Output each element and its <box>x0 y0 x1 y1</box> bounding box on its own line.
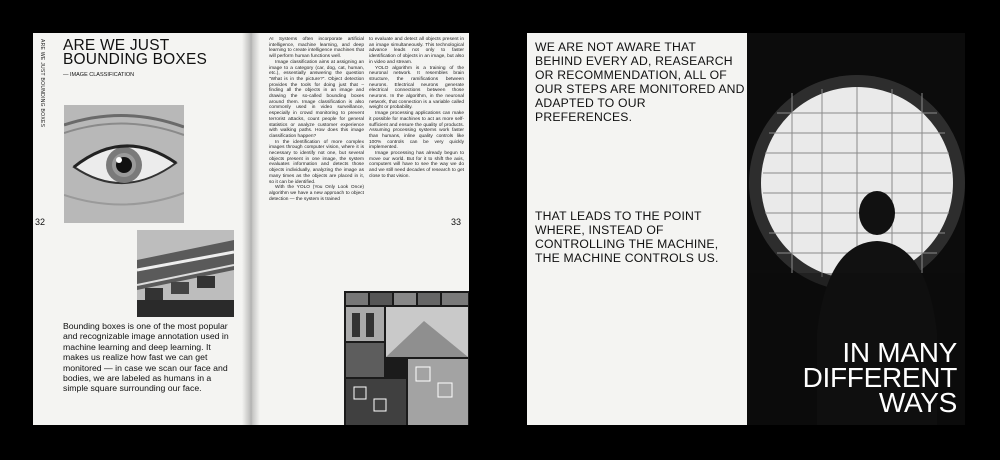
title-line-1: ARE WE JUST <box>63 37 170 54</box>
headline-line-2: DIFFERENT <box>802 362 957 393</box>
ai-window-photo <box>747 33 965 425</box>
column1-paragraph: With the YOLO (You Only Look Once) algorithm we have a new approach to object detection — the system is trained <box>269 185 364 202</box>
column2-paragraph: Image processing has already begun to move our world. But for it to shift the axis, computers will have to see the way we do and we still need decades of research to get close to that vision. <box>369 151 464 179</box>
column1-paragraph: In the identification of more complex images through computer vision, where it is necessary to identify not one, but several objects present in one image, the system evaluates information and detects those objects individually, analyzing the image as many times as the objects are placed in it, so it can be identified. <box>269 139 364 185</box>
headline-in-many-different-ways <box>802 337 957 418</box>
surveillance-collage-photo <box>344 291 469 425</box>
statement-text-2: THAT LEADS TO THE POINT WHERE, INSTEAD OF CONTROLLING THE MACHINE, THE MACHINE CONTROLS US. <box>535 209 719 265</box>
spread-gutter-shadow <box>242 33 260 425</box>
article-subtitle: — IMAGE CLASSIFICATION <box>63 72 135 78</box>
text-column-2 <box>369 37 464 180</box>
eye-illustration <box>64 105 184 223</box>
right-magazine-spread <box>527 33 965 425</box>
article-title <box>63 39 207 67</box>
running-header: ARE WE JUST BOUNDING BOXES <box>39 39 45 128</box>
left-magazine-spread <box>33 33 469 425</box>
page-number-right: 33 <box>451 217 462 227</box>
column2-paragraph: YOLO algorithm is a training of the neuronal network. It resembles brain structure, the ramifications between neurons. Electrical neurons generate electrical connections between those neurons. In the algorithm, in the neuronal network, that connection is a variable called weight or probability. <box>369 65 464 111</box>
headline-line-3: WAYS <box>878 387 957 418</box>
text-column-1 <box>269 37 364 202</box>
column1-paragraph: AI Systems often incorporate artificial intelligence, machine learning, and deep learning to create intelligence machines that will perform human functions well. <box>269 37 364 60</box>
eye-photo <box>64 105 184 223</box>
crowd-photo <box>137 230 234 317</box>
title-line-2: BOUNDING BOXES <box>63 51 208 68</box>
column1-paragraph: Image classification aims at assigning an image to a category (car, dog, cat, human, etc.), essentially answering the question “What is in the picture?”. Object detection provides the tools for doing just that – finding all the objects in an image and drawing the so-called bounding boxes around them. Image classification is also commonly used in video surveillance, especially in crowd monitoring to prevent terrorist attacks, count people for general statistics or analyze customer experience with walking paths. How does this image classification happen? <box>269 59 364 139</box>
column2-paragraph: to evaluate and detect all objects present in an image simultaneously. This technological advance leads not only to faster identification of objects in an image, but also in video and stream. <box>369 37 464 65</box>
page-number-left: 32 <box>35 217 46 227</box>
statement-text-1: WE ARE NOT AWARE THAT BEHIND EVERY AD, REASEARCH OR RECOMMENDATION, ALL OF OUR STEPS ARE MONITORED AND ADAPTED TO OUR PREFERENCES. <box>535 40 745 124</box>
article-intro-paragraph: Bounding boxes is one of the most popular and recognizable image annotation used in machine learning and deep learning. It makes us realize how fast we can get monitored — in case we scan our face and bodies, we are labeled as humans in a simple square surrounding our face. <box>63 321 229 394</box>
column2-paragraph: Image processing applications can make it possible for machines to act as more self-sufficient and ensure the quality of products. Assuming processing systems work faster than humans, inline quality controls like 100% controls can be very quickly implemented. <box>369 111 464 151</box>
crowd-illustration <box>137 230 234 317</box>
surveillance-collage-illustration <box>344 291 469 425</box>
headline-line-1: IN MANY <box>842 337 957 368</box>
